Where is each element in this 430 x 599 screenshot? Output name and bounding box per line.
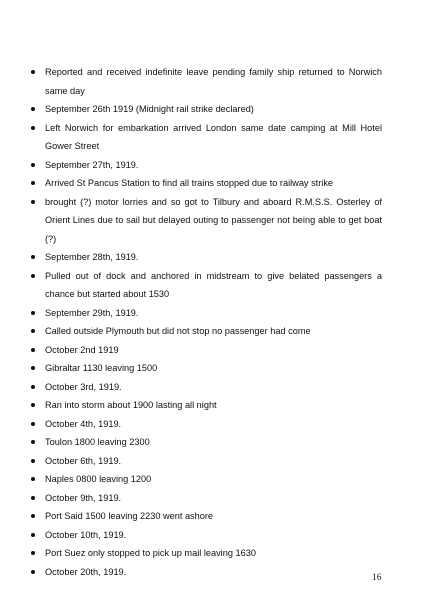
list-item xyxy=(30,433,382,452)
bullet-icon xyxy=(31,200,35,204)
list-item xyxy=(30,563,382,582)
item-text: October 4th, 1919. xyxy=(45,418,122,429)
bullet-icon xyxy=(31,533,35,537)
bullet-icon xyxy=(31,514,35,518)
item-text: October 6th, 1919. xyxy=(45,455,122,466)
item-text: Gibraltar 1130 leaving 1500 xyxy=(45,363,158,373)
list-item xyxy=(30,415,382,434)
bullet-icon xyxy=(31,126,35,130)
item-text: Port Said 1500 leaving 2230 went ashore xyxy=(45,511,214,521)
item-text: Naples 0800 leaving 1200 xyxy=(45,474,152,484)
bullet-icon xyxy=(31,311,35,315)
item-text: Pulled out of dock and anchored in midstream to give belated passengers a chance but started about 1530 xyxy=(45,270,382,299)
bullet-icon xyxy=(31,477,35,481)
list-item xyxy=(30,489,382,508)
list-item xyxy=(30,470,382,489)
item-text: October 2nd 1919 xyxy=(45,344,119,355)
bullet-icon xyxy=(31,107,35,111)
bullet-icon xyxy=(31,403,35,407)
list-item xyxy=(30,322,382,341)
bullet-icon xyxy=(31,366,35,370)
list-item xyxy=(30,526,382,545)
bullet-icon xyxy=(31,348,35,352)
item-text: Toulon 1800 leaving 2300 xyxy=(45,437,150,447)
item-text: September 28th, 1919. xyxy=(45,252,139,262)
item-text: brought (?) motor lorries and so got to Tilbury and aboard R.M.S.S. Osterley of Orient Lines due to sail but delayed outing to passenger not being able to get boat (?) xyxy=(45,196,382,244)
list-item xyxy=(30,248,382,267)
list-item xyxy=(30,100,382,119)
item-text: Port Suez only stopped to pick up mail leaving 1630 xyxy=(45,548,256,558)
item-text: Left Norwich for embarkation arrived London same date camping at Mill Hotel Gower Street xyxy=(45,122,382,151)
bullet-icon xyxy=(31,570,35,574)
bullet-icon xyxy=(31,70,35,74)
list-item xyxy=(30,174,382,193)
bullet-icon xyxy=(31,329,35,333)
item-text: September 27th, 1919. xyxy=(45,159,139,170)
list-item xyxy=(30,452,382,471)
list-item xyxy=(30,119,382,156)
item-text: October 10th, 1919. xyxy=(45,529,127,540)
item-text: September 26th 1919 (Midnight rail strike declared) xyxy=(45,104,254,114)
bullet-icon xyxy=(31,274,35,278)
item-text: October 20th, 1919. xyxy=(45,566,127,577)
list-item xyxy=(30,267,382,304)
list-item xyxy=(30,378,382,397)
bullet-icon xyxy=(31,496,35,500)
item-text: Arrived St Pancus Station to find all trains stopped due to railway strike xyxy=(45,178,334,188)
bullet-icon xyxy=(31,163,35,167)
bullet-icon xyxy=(31,551,35,555)
list-item xyxy=(30,544,382,563)
bullet-icon xyxy=(31,422,35,426)
list-item xyxy=(30,396,382,415)
bullet-icon xyxy=(31,440,35,444)
list-item xyxy=(30,63,382,100)
item-text: Reported and received indefinite leave pending family ship returned to Norwich same day xyxy=(45,67,382,96)
list-item xyxy=(30,304,382,323)
list-item xyxy=(30,359,382,378)
item-text: Called outside Plymouth but did not stop no passenger had come xyxy=(45,326,311,336)
item-text: Ran into storm about 1900 lasting all night xyxy=(45,400,217,410)
bullet-icon xyxy=(31,385,35,389)
list-item xyxy=(30,156,382,175)
list-item xyxy=(30,193,382,249)
bullet-icon xyxy=(31,181,35,185)
bullet-icon xyxy=(31,255,35,259)
item-text: October 3rd, 1919. xyxy=(45,381,122,392)
diary-bullet-list xyxy=(30,63,382,581)
item-text: October 9th, 1919. xyxy=(45,492,122,503)
list-item xyxy=(30,507,382,526)
bullet-icon xyxy=(31,459,35,463)
list-item xyxy=(30,341,382,360)
page-number: 16 xyxy=(372,573,382,583)
item-text: September 29th, 1919. xyxy=(45,307,139,318)
